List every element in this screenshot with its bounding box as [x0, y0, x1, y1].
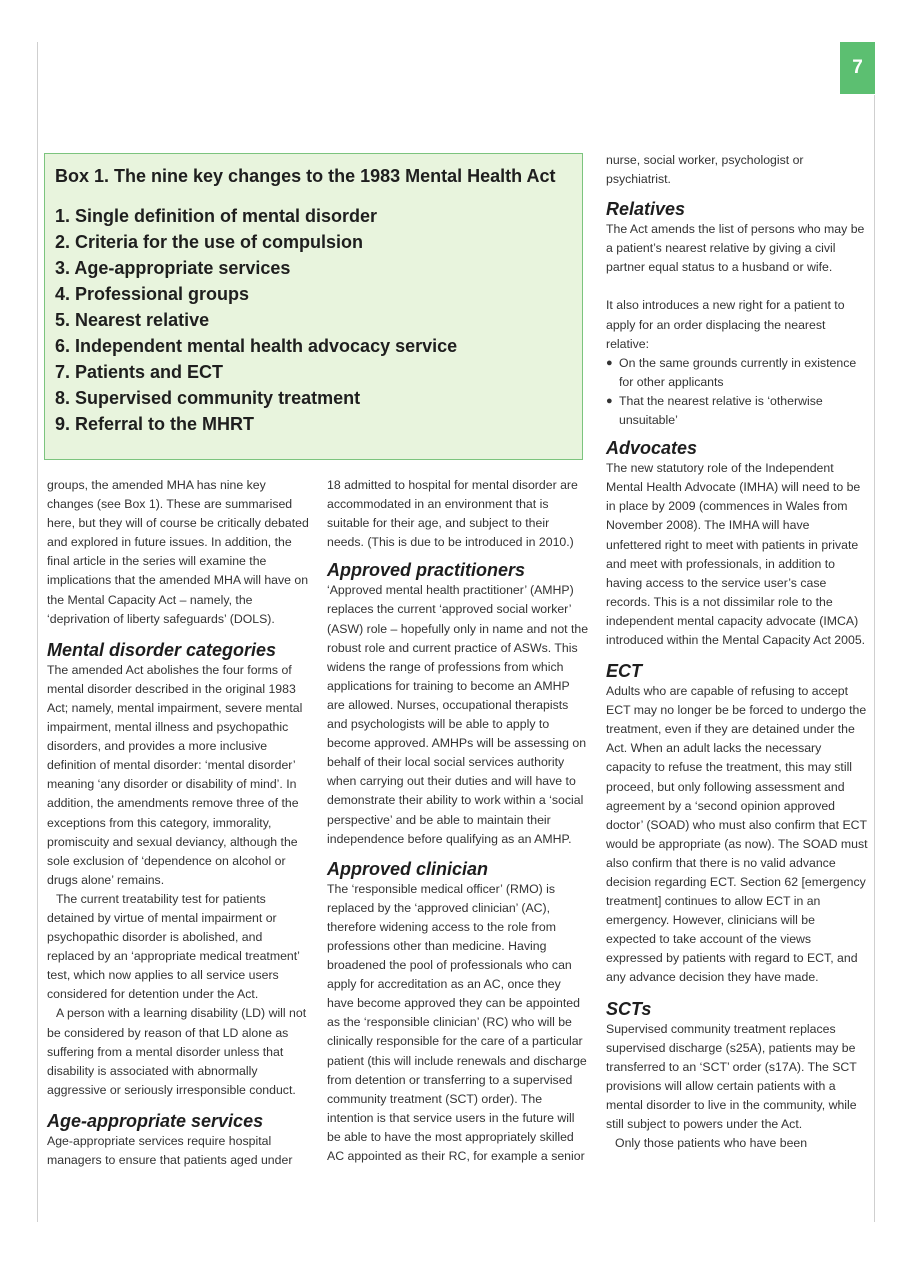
approved-clinician-para: The ‘responsible medical officer’ (RMO) is replaced by the ‘approved clinician’ (AC), therefore widening access to the role from professions other than medicine. Having broadened the pool of professionals who can apply for accreditation as an AC, once they have become approved they can be appointed as the ‘responsible clinician’ (RC) who will be clinically responsible for the care of a particular patient (this will include renewals and discharge from detention or transferring to a supervised community treatment (SCT) order). The intention is that service users in the future will be able to have the most appropriately skilled AC appointed as their RC, for example a senior: [327, 881, 587, 1163]
column-1: [47, 476, 309, 1170]
paragraph-gap: [606, 277, 868, 296]
right-margin-rule: [874, 95, 875, 1222]
heading-age-appropriate: Age-appropriate services: [47, 1110, 264, 1131]
heading-advocates: Advocates: [606, 438, 698, 459]
bullet-item: [606, 354, 868, 392]
advocates-para: The new statutory role of the Independent Mental Health Advocate (IMHA) will need to be in place by 2009 (commences in Wales from November 2008). The IMHA will have unfettered right to meet with patients in private and meet with professionals, in addition to having access to the service user’s case records. This is a not dissimilar role to the independent mental capacity advocate (IMCA) introduced within the Mental Capacity Act 2005.: [606, 461, 866, 647]
mental-disorder-para-2: The current treatability test for patients detained by virtue of mental impairment or psychopathic disorder is abolished, and replaced by an ‘appropriate medical treatment’ test, which now applies to all service users considered for detention under the Act.: [47, 891, 300, 1002]
box-title: Box 1. The nine key changes to the 1983 Mental Health Act: [55, 166, 556, 186]
heading-mental-disorder: Mental disorder categories: [47, 639, 277, 660]
col3-intro: nurse, social worker, psychologist or psychiatrist.: [606, 153, 804, 187]
age-appropriate-para: Age-appropriate services require hospital managers to ensure that patients aged under: [47, 1133, 293, 1167]
scts-para-1: Supervised community treatment replaces supervised discharge (s25A), patients may be transferred to an ‘SCT’ order (s17A). The SCT provisions will allow certain patients with a mental disorder to live in the community, while still subject to powers under the Act.: [606, 1021, 857, 1132]
bullet-item: [606, 392, 868, 430]
col2-intro: 18 admitted to hospital for mental disorder are accommodated in an environment that is suitable for their age, and subject to their needs. (This is due to be introduced in 2010.): [327, 478, 578, 550]
heading-approved-practitioners: Approved practitioners: [327, 560, 526, 581]
heading-scts: SCTs: [606, 998, 652, 1019]
key-change-item: 8. Supervised community treatment: [55, 388, 361, 408]
page-number: 7: [840, 42, 875, 94]
approved-practitioners-para: ‘Approved mental health practitioner’ (AMHP) replaces the current ‘approved social worker’ (ASW) role – hopefully only in name and not the robust role and current practice of ASWs. This widens the range of professions from which applications for training to become an AMHP are allowed. Nurses, occupational therapists and psychologists will be able to apply to become approved. AMHPs will be assessing on behalf of their local social services authority when carrying out their duties and will have to demonstrate their ability to work within a ‘social perspective’ and be able to maintain their independence before qualifying as an AMHP.: [327, 583, 589, 846]
bullet-text: On the same grounds currently in existence for other applicants: [619, 355, 857, 389]
relatives-bullet-list: [606, 354, 868, 430]
key-change-item: 9. Referral to the MHRT: [55, 414, 255, 434]
column-3: [606, 151, 868, 1153]
left-margin-rule: [37, 42, 38, 1222]
heading-ect: ECT: [606, 661, 642, 682]
key-changes-box: [44, 153, 583, 460]
key-change-item: 6. Independent mental health advocacy service: [55, 336, 458, 356]
key-change-item: 2. Criteria for the use of compulsion: [55, 232, 364, 252]
heading-approved-clinician: Approved clinician: [327, 858, 489, 879]
mental-disorder-para-1: The amended Act abolishes the four forms of mental disorder described in the original 1983 Act; namely, mental impairment, severe mental impairment, mental illness and psychopathic disorders, and provides a more inclusive definition of mental disorder: ‘mental disorder’ meaning ‘any disorder or disability of mind’. In addition, the amendments remove three of the exceptions from this category, immorality, promiscuity and sexual deviancy, although the sole exclusion of ‘dependence on alcohol or drugs alone’ remains.: [47, 662, 303, 887]
bullet-icon: ●: [606, 356, 613, 369]
key-change-item: 7. Patients and ECT: [55, 362, 224, 382]
key-change-item: 5. Nearest relative: [55, 310, 210, 330]
mental-disorder-para-3: A person with a learning disability (LD) will not be considered by reason of that LD alone as suffering from a mental disorder unless that disability is associated with abnormally aggressive or seriously irresponsible conduct.: [47, 1006, 307, 1097]
bullet-text: That the nearest relative is ‘otherwise unsuitable’: [619, 393, 823, 428]
key-change-item: 3. Age-appropriate services: [55, 258, 291, 278]
key-change-item: 1. Single definition of mental disorder: [55, 206, 378, 226]
key-changes-list: [55, 203, 572, 437]
bullet-icon: ●: [606, 394, 613, 407]
heading-relatives: Relatives: [606, 199, 686, 220]
ect-para: Adults who are capable of refusing to accept ECT may no longer be be forced to undergo the treatment, even if they are detained under the Act. When an adult lacks the necessary capacity to refuse the treatment, this may still proceed, but only following assessment and agreement by a ‘second opinion approved doctor’ (SOAD) who must also confirm that ECT would be appropriate (as now). The SOAD must also confirm that there is no valid advance decision regarding ECT. Section 62 [emergency treatment] continues to allow ECT in an emergency. However, clinicians will be expected to take account of the views expressed by patients with regard to ECT, and any advance decision they have made.: [606, 684, 868, 985]
scts-para-2: Only those patients who have been: [615, 1136, 808, 1151]
relatives-para-2: It also introduces a new right for a patient to apply for an order displacing the nearest relative:: [606, 298, 845, 351]
relatives-para-1: The Act amends the list of persons who may be a patient’s nearest relative by giving a civil partner equal status to a husband or wife.: [606, 222, 865, 275]
column-2: [327, 476, 589, 1166]
key-change-item: 4. Professional groups: [55, 284, 250, 304]
col1-intro: groups, the amended MHA has nine key changes (see Box 1). These are summarised here, but they will of course be critically debated and explored in future issues. In addition, the final article in the series will examine the implications that the amended MHA will have on the Mental Capacity Act – namely, the ‘deprivation of liberty safeguards’ (DOLS).: [47, 478, 309, 626]
